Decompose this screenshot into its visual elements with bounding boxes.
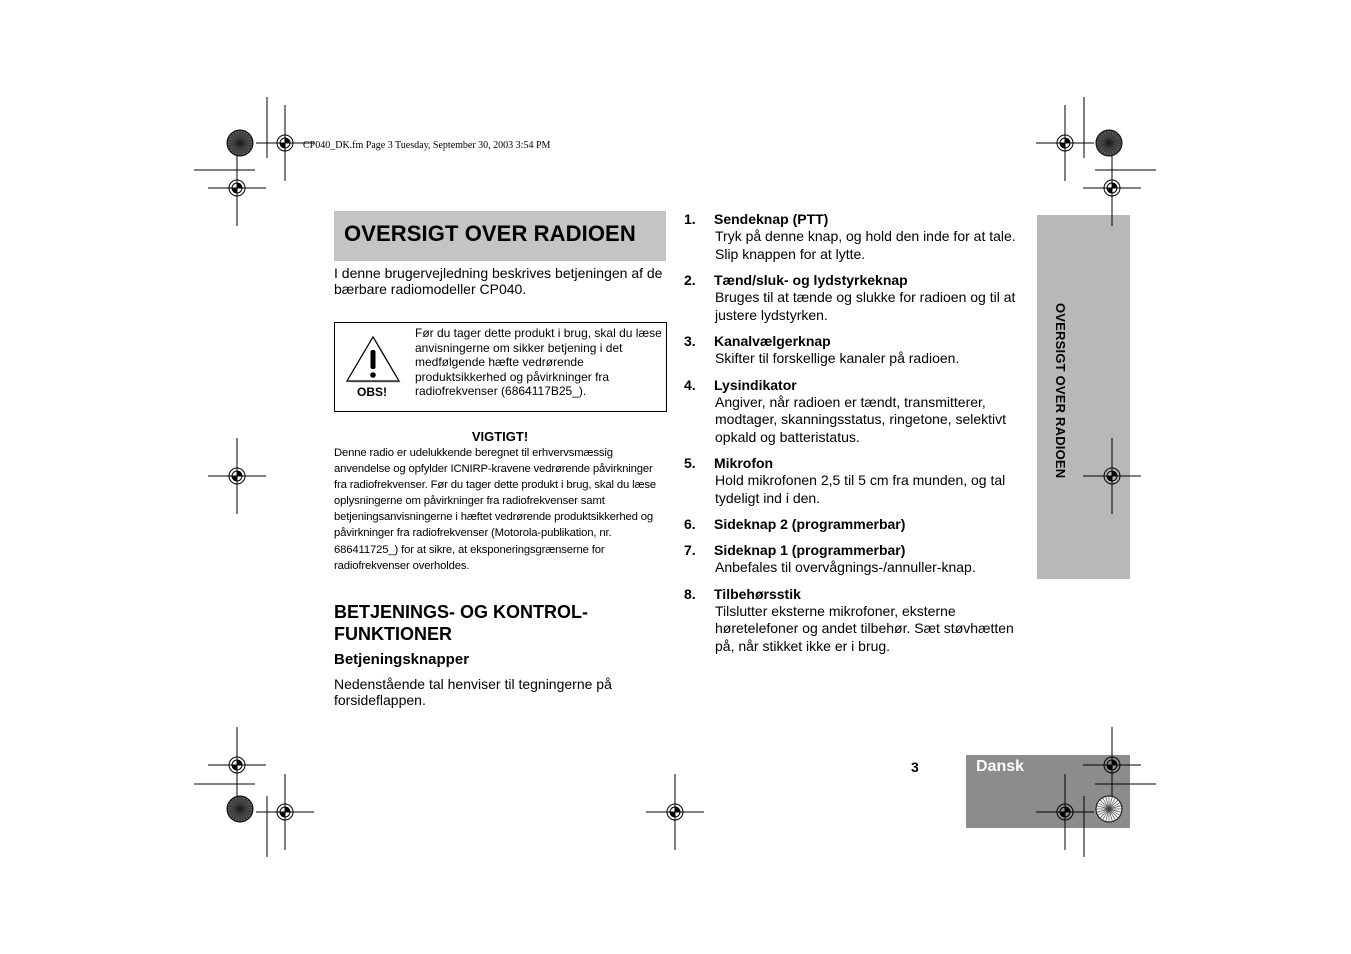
item-description: Hold mikrofonen 2,5 til 5 cm fra munden, og tal tydeligt ind i den. xyxy=(715,472,1006,506)
item-title: Kanalvælgerknap xyxy=(714,333,831,349)
item-number: 7. xyxy=(684,542,696,558)
file-info-header: CP040_DK.fm Page 3 Tuesday, September 30, 2003 3:54 PM xyxy=(303,140,551,151)
item-title: Sideknap 1 (programmerbar) xyxy=(714,542,906,558)
registration-target-icon xyxy=(646,774,704,850)
item-title: Tænd/sluk- og lydstyrkeknap xyxy=(714,272,908,288)
subsection-text: Nedenstående tal henviser til tegningerne på forsideflappen. xyxy=(334,676,612,708)
chapter-side-tab xyxy=(1037,215,1130,579)
registration-target-icon xyxy=(256,774,314,850)
obs-notice xyxy=(334,322,667,412)
obs-text: Før du tager dette produkt i brug, skal du læse anvisningerne om sikker betjening i det medfølgende hæfte vedrørende produktsikkerhed og påvirkninger fra radiofrekvenser (6864117B25_). xyxy=(415,326,662,398)
list-item xyxy=(684,377,1024,447)
item-title: Lysindikator xyxy=(714,376,797,393)
section-title: BETJENINGS- OG KONTROL-FUNKTIONER xyxy=(334,602,589,644)
item-number: 8. xyxy=(684,585,696,602)
page-title-bar xyxy=(334,211,666,261)
registration-target-icon xyxy=(208,150,266,226)
list-item xyxy=(684,272,1024,324)
item-number: 5. xyxy=(684,455,696,471)
item-title: Mikrofon xyxy=(714,455,774,471)
color-star-target-icon xyxy=(227,130,253,156)
item-description: Angiver, når radioen er tændt, transmitterer, modtager, skanningsstatus, ringetone, selektivt opkald og batteristatus. xyxy=(715,393,1007,445)
chapter-side-tab-label: OVERSIGT OVER RADIOEN xyxy=(1053,303,1068,479)
list-item xyxy=(684,455,1024,507)
item-description: Bruges til at tænde og slukke for radioen og til at justere lydstyrken. xyxy=(715,289,1016,323)
language-label: Dansk xyxy=(976,758,1025,775)
item-number: 3. xyxy=(684,333,696,349)
important-text: Denne radio er udelukkende beregnet til erhvervsmæssig anvendelse og opfylder ICNIRP-kravene vedrørende påvirkninger fra radiofrekvenser. Før du tager dette produkt i brug, skal du læse oplysningerne om påvirkninger fra radiofrekvenser samt betjeningsanvisningerne i hæftet vedrørende produktsikkerhed og påvirkninger fra radiofrekvenser (Motorola-publikation, nr. 686411725_) for at sikre, at eksponeringsgrænserne for radiofrekvenser overholdes. xyxy=(334,447,656,572)
registration-target-icon xyxy=(208,727,266,803)
list-item xyxy=(684,516,1024,533)
obs-label: OBS! xyxy=(357,385,387,399)
item-number: 6. xyxy=(684,516,696,532)
item-title: Sideknap 2 (programmerbar) xyxy=(714,516,906,532)
item-description: Tilslutter eksterne mikrofoner, eksterne høretelefoner og andet tilbehør. Sæt støvhætten på, når stikket ikke er i brug. xyxy=(715,602,1014,654)
page-number: 3 xyxy=(911,759,919,775)
registration-target-icon xyxy=(1036,105,1094,181)
registration-target-icon xyxy=(208,438,266,514)
item-description: Anbefales til overvågnings-/annuller-knap. xyxy=(715,559,976,575)
important-heading: VIGTIGT! xyxy=(471,429,529,444)
controls-list xyxy=(684,211,1024,664)
item-number: 4. xyxy=(684,376,696,393)
item-title: Sendeknap (PTT) xyxy=(714,211,829,227)
intro-text: I denne brugervejledning beskrives betjeningen af de bærbare radiomodeller CP040. xyxy=(334,265,663,297)
warning-icon xyxy=(345,335,401,383)
subsection-title: Betjeningsknapper xyxy=(334,651,470,668)
list-item xyxy=(684,333,1024,368)
list-item xyxy=(684,586,1024,656)
item-description: Tryk på denne knap, og hold den inde for at tale. Slip knappen for at lytte. xyxy=(715,228,1016,262)
list-item xyxy=(684,211,1024,263)
item-description: Skifter til forskellige kanaler på radioen. xyxy=(715,350,960,366)
item-number: 1. xyxy=(684,211,696,227)
list-item xyxy=(684,542,1024,577)
page-title: OVERSIGT OVER RADIOEN xyxy=(344,221,636,246)
color-star-target-icon xyxy=(227,796,253,822)
item-title: Tilbehørsstik xyxy=(714,585,801,602)
language-tab xyxy=(966,755,1130,828)
color-star-target-icon xyxy=(1096,130,1122,156)
item-number: 2. xyxy=(684,272,696,288)
